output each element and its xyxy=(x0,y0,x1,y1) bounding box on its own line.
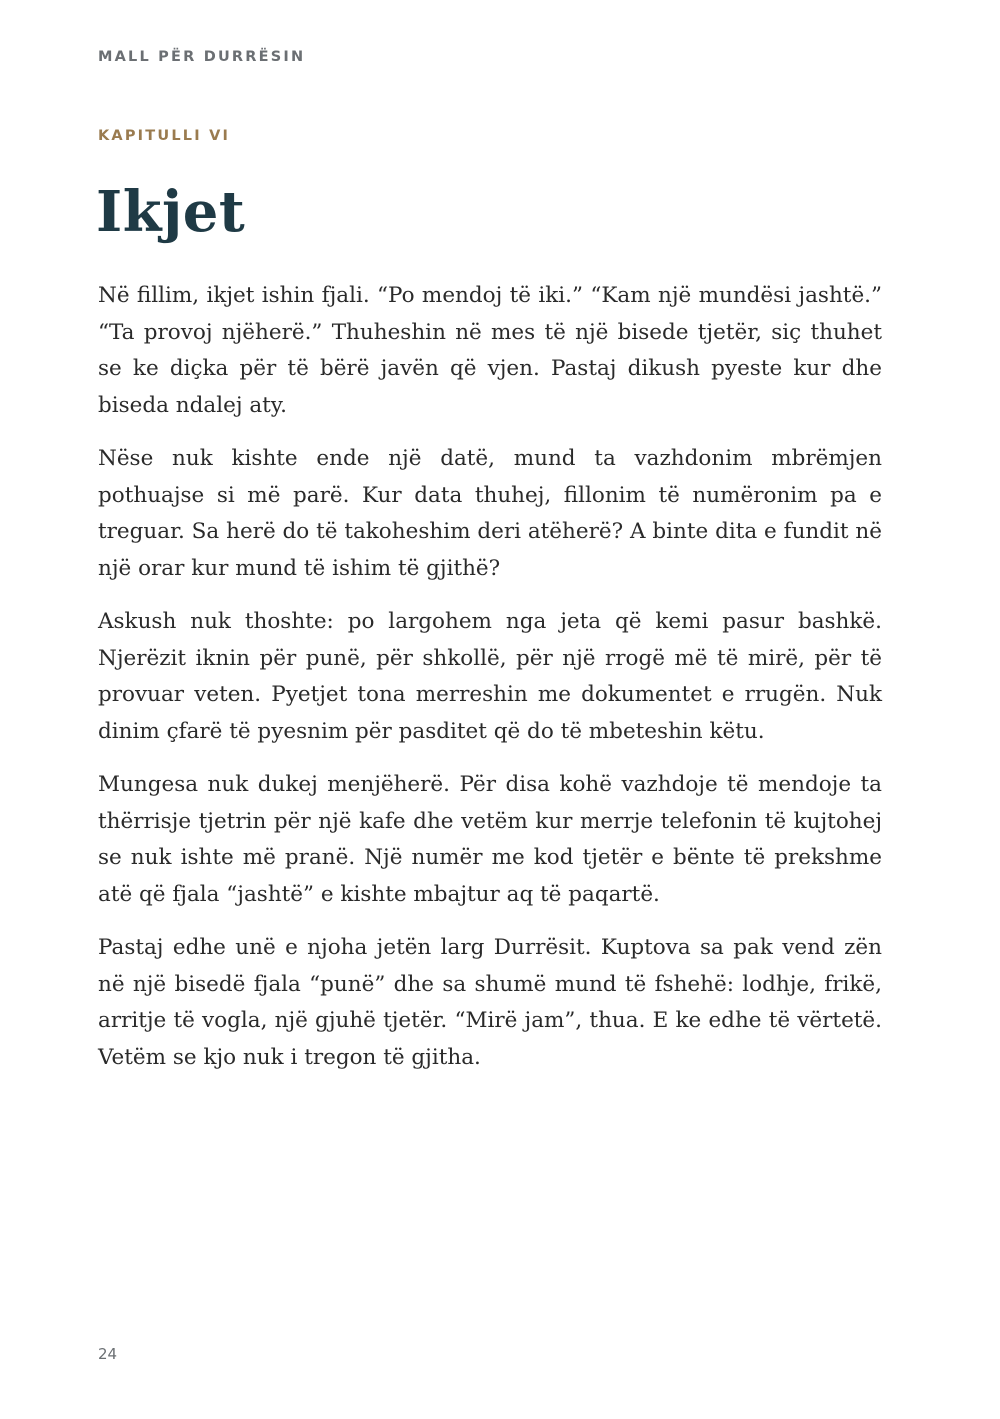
running-head: MALL PËR DURRËSIN xyxy=(98,49,306,65)
chapter-label: KAPITULLI VI xyxy=(98,128,231,144)
chapter-title: Ikjet xyxy=(96,179,246,245)
paragraph-5: Pastaj edhe unë e njoha jetën larg Durrësit. Kuptova sa pak vend zën në një bisedë fjala “punë” dhe sa shumë mund të fshehë: lodhje, frikë, arritje të vogla, një gjuhë tjetër. “Mirë jam”, thua. E ke edhe të vërtetë. Vetëm se kjo nuk i tregon të gjitha. xyxy=(98,935,882,1070)
chapter-body xyxy=(98,278,882,1093)
paragraph-3: Askush nuk thoshte: po largohem nga jeta që kemi pasur bashkë. Njerëzit iknin për punë, për shkollë, për një rrogë më të mirë, për të provuar veten. Pyetjet tona merreshin me dokumentet e rrugën. Nuk dinim çfarë të pyesnim për pasditet që do të mbeteshin këtu. xyxy=(98,609,882,744)
page-number: 24 xyxy=(98,1345,118,1363)
paragraph-4: Mungesa nuk dukej menjëherë. Për disa kohë vazhdoje të mendoje ta thërrisje tjetrin për një kafe dhe vetëm kur merrje telefonin të kujtohej se nuk ishte më pranë. Një numër me kod tjetër e bënte të prekshme atë që fjala “jashtë” e kishte mbajtur aq të paqartë. xyxy=(98,772,882,907)
paragraph-2: Nëse nuk kishte ende një datë, mund ta vazhdonim mbrëmjen pothuajse si më parë. Kur data thuhej, fillonim të numëronim pa e treguar. Sa herë do të takoheshim deri atëherë? A binte dita e fundit në një orar kur mund të ishim të gjithë? xyxy=(98,446,882,581)
paragraph-1: Në fillim, ikjet ishin fjali. “Po mendoj të iki.” “Kam një mundësi jashtë.” “Ta provoj njëherë.” Thuheshin në mes të një bisede tjetër, siç thuhet se ke diçka për të bërë javën që vjen. Pastaj dikush pyeste kur dhe biseda ndalej aty. xyxy=(98,283,882,418)
